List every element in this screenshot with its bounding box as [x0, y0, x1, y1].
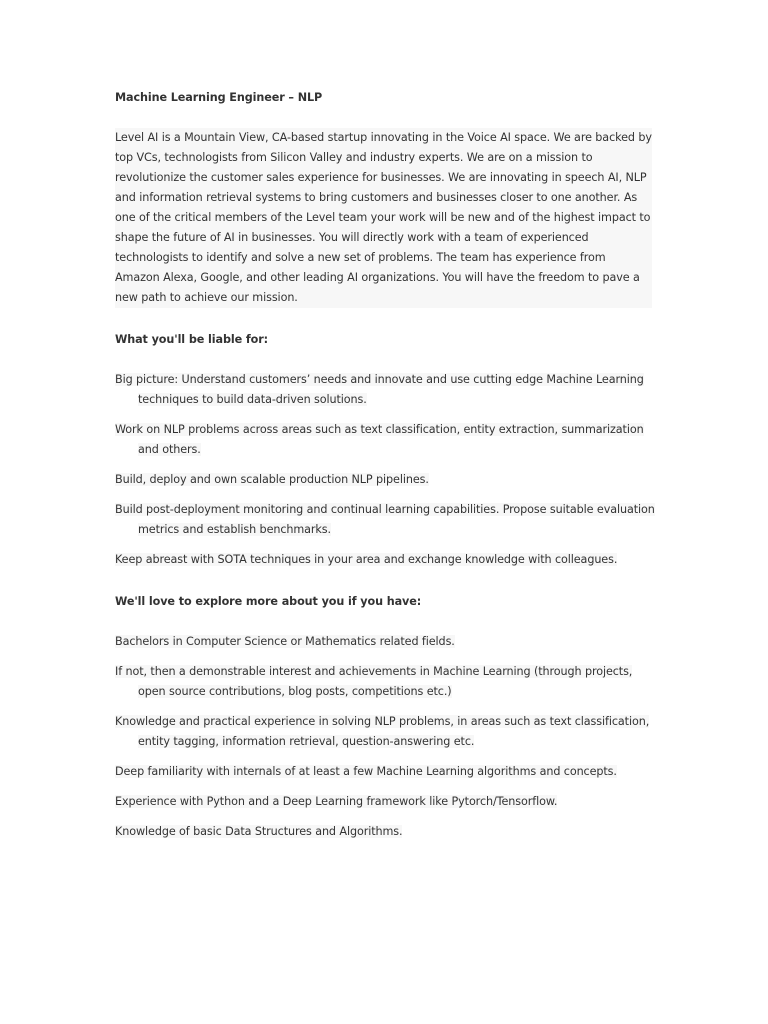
list-item-text: Build, deploy and own scalable production NLP pipelines. [115, 473, 429, 486]
list-item [115, 470, 655, 490]
list-item [115, 550, 655, 570]
list-item-text: Big picture: Understand customers’ needs and innovate and use cutting edge Machine Learning techniques to build data-driven solutions. [115, 373, 644, 406]
list-item-text: Work on NLP problems across areas such as text classification, entity extraction, summarization and others. [115, 423, 644, 456]
company-intro-section [115, 128, 655, 308]
qualifications-list [115, 632, 655, 842]
qualifications-heading: We'll love to explore more about you if you have: [115, 595, 422, 608]
list-item-text: Knowledge of basic Data Structures and Algorithms. [115, 825, 403, 838]
list-item [115, 662, 655, 702]
list-item-text: Keep abreast with SOTA techniques in your area and exchange knowledge with colleagues. [115, 553, 618, 566]
company-intro-paragraph: Level AI is a Mountain View, CA-based startup innovating in the Voice AI space. We are backed by top VCs, technologists from Silicon Valley and industry experts. We are on a mission to revolutionize the customer sales experience for businesses. We are innovating in speech AI, NLP and information retrieval systems to bring customers and businesses closer to one another. As one of the critical members of the Level team your work will be new and of the highest impact to shape the future of AI in businesses. You will directly work with a team of experienced technologists to identify and solve a new set of problems. The team has experience from Amazon Alexa, Google, and other leading AI organizations. You will have the freedom to pave a new path to achieve our mission. [115, 128, 652, 308]
responsibilities-list [115, 370, 655, 570]
list-item [115, 370, 655, 410]
list-item [115, 420, 655, 460]
list-item-text: If not, then a demonstrable interest and achievements in Machine Learning (through projects, open source contributions, blog posts, competitions etc.) [115, 665, 633, 698]
list-item [115, 792, 655, 812]
list-item [115, 712, 655, 752]
list-item [115, 500, 655, 540]
list-item [115, 632, 655, 652]
job-description-document [115, 88, 655, 852]
list-item [115, 822, 655, 842]
list-item-text: Bachelors in Computer Science or Mathematics related fields. [115, 635, 455, 648]
list-item-text: Deep familiarity with internals of at least a few Machine Learning algorithms and concepts. [115, 765, 617, 778]
responsibilities-heading: What you'll be liable for: [115, 333, 269, 346]
list-item-text: Build post-deployment monitoring and continual learning capabilities. Propose suitable evaluation metrics and establish benchmarks. [115, 503, 655, 536]
list-item [115, 762, 655, 782]
list-item-text: Experience with Python and a Deep Learning framework like Pytorch/Tensorflow. [115, 795, 558, 808]
job-title: Machine Learning Engineer – NLP [115, 91, 323, 104]
list-item-text: Knowledge and practical experience in solving NLP problems, in areas such as text classification, entity tagging, information retrieval, question-answering etc. [115, 715, 650, 748]
